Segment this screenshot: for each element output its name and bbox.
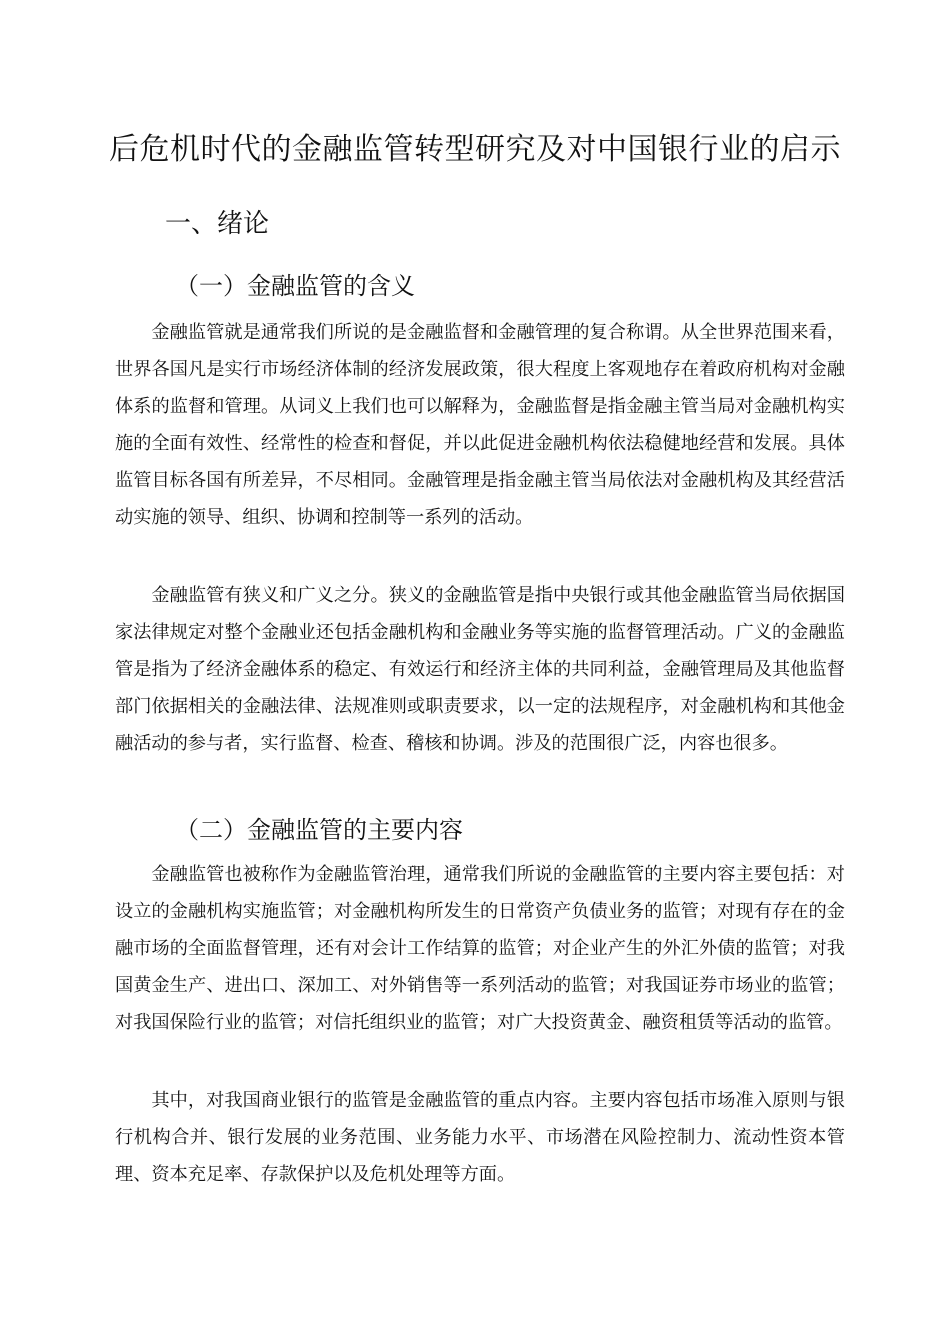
paragraph: 金融监管有狭义和广义之分。狭义的金融监管是指中央银行或其他金融监管当局依据国家法律规定对整个金融业还包括金融机构和金融业务等实施的监督管理活动。广义的金融监管是指为了经济金融体系的稳定、有效运行和经济主体的共同利益，金融管理局及其他监督部门依据相关的金融法律、法规准则或职责要求，以一定的法规程序，对金融机构和其他金融活动的参与者，实行监督、检查、稽核和协调。涉及的范围很广泛，内容也很多。 — [115, 585, 845, 754]
document-title: 后危机时代的金融监管转型研究及对中国银行业的启示 — [109, 132, 841, 167]
section-heading-1: （一）金融监管的含义 — [175, 272, 415, 300]
section-heading-2: （二）金融监管的主要内容 — [175, 816, 463, 844]
paragraph: 金融监管也被称作为金融监管治理，通常我们所说的金融监管的主要内容主要包括：对设立的金融机构实施监管；对金融机构所发生的日常资产负债业务的监管；对现有存在的金融市场的全面监督管理，还有对会计工作结算的监管；对企业产生的外汇外债的监管；对我国黄金生产、进出口、深加工、对外销售等一系列活动的监管；对我国证券市场业的监管；对我国保险行业的监管；对信托组织业的监管；对广大投资黄金、融资租赁等活动的监管。 — [115, 864, 845, 1033]
paragraph: 金融监管就是通常我们所说的是金融监督和金融管理的复合称谓。从全世界范围来看，世界各国凡是实行市场经济体制的经济发展政策，很大程度上客观地存在着政府机构对金融体系的监督和管理。从词义上我们也可以解释为，金融监督是指金融主管当局对金融机构实施的全面有效性、经常性的检查和督促，并以此促进金融机构依法稳健地经营和发展。具体监管目标各国有所差异，不尽相同。金融管理是指金融主管当局依法对金融机构及其经营活动实施的领导、组织、协调和控制等一系列的活动。 — [115, 322, 845, 528]
paragraph: 其中，对我国商业银行的监管是金融监管的重点内容。主要内容包括市场准入原则与银行机构合并、银行发展的业务范围、业务能力水平、市场潜在风险控制力、流动性资本管理、资本充足率、存款保护以及危机处理等方面。 — [115, 1090, 845, 1185]
chapter-heading: 一、绪论 — [165, 209, 270, 239]
